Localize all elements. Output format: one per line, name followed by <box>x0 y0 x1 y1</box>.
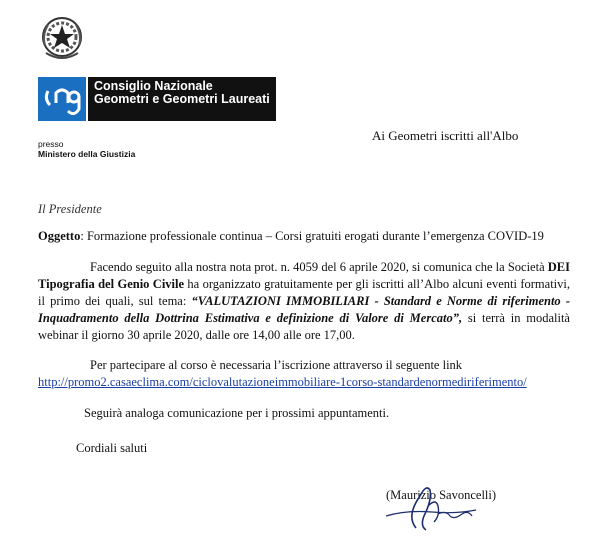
registration-link[interactable]: http://promo2.casaeclima.com/ciclovalutazioneimmobiliare-1corso-standardenormediriferimento/ <box>38 375 527 389</box>
recipient: Ai Geometri iscritti all'Albo <box>372 128 519 143</box>
p2-text: Per partecipare al corso è necessaria l’iscrizione attraverso il seguente link <box>90 358 463 372</box>
subject-label: Oggetto <box>38 229 81 243</box>
p1-topic: “VALUTAZIONI IMMOBILIARI - Standard e Norme di riferimento - Inquadramento della Dottrina Estimativa e definizione di Valore di Mercato”, <box>38 294 570 325</box>
org-name-line2: Geometri e Geometri Laureati <box>94 92 270 106</box>
p1-company: DEI Tipografia del Genio Civile <box>38 260 570 291</box>
cng-logo-icon <box>38 77 86 121</box>
body-paragraph-1 <box>38 259 570 344</box>
org-name-line1: Consiglio Nazionale <box>94 79 213 93</box>
org-name-block <box>88 77 276 121</box>
body-paragraph-3: Seguirà analoga comunicazione per i prossimi appuntamenti. <box>84 406 390 420</box>
body-paragraph-2 <box>38 357 570 391</box>
presso-label: presso <box>38 139 64 149</box>
sender-role: Il Presidente <box>38 202 102 216</box>
ministry-name: Ministero della Giustizia <box>38 149 136 159</box>
p1-middle: ha organizzato gratuitamente per gli iscritti all’Albo alcuni eventi formativi, il primo dei quali, sul tema: <box>38 277 570 308</box>
italian-republic-emblem-icon <box>40 15 84 63</box>
p1-intro: Facendo seguito alla nostra nota prot. n. 4059 del 6 aprile 2020, si comunica che la Società <box>90 260 548 274</box>
handwritten-signature-icon <box>376 476 486 534</box>
presso-block <box>38 139 135 159</box>
signature-name: (Maurizio Savoncelli) <box>386 488 497 502</box>
closing: Cordiali saluti <box>76 441 148 455</box>
subject-line <box>38 229 544 244</box>
subject-text: : Formazione professionale continua – Corsi gratuiti erogati durante l’emergenza COVID-19 <box>80 229 544 243</box>
p1-end: si terrà in modalità webinar il giorno 30 aprile 2020, dalle ore 14,00 alle ore 17,00. <box>38 311 570 342</box>
